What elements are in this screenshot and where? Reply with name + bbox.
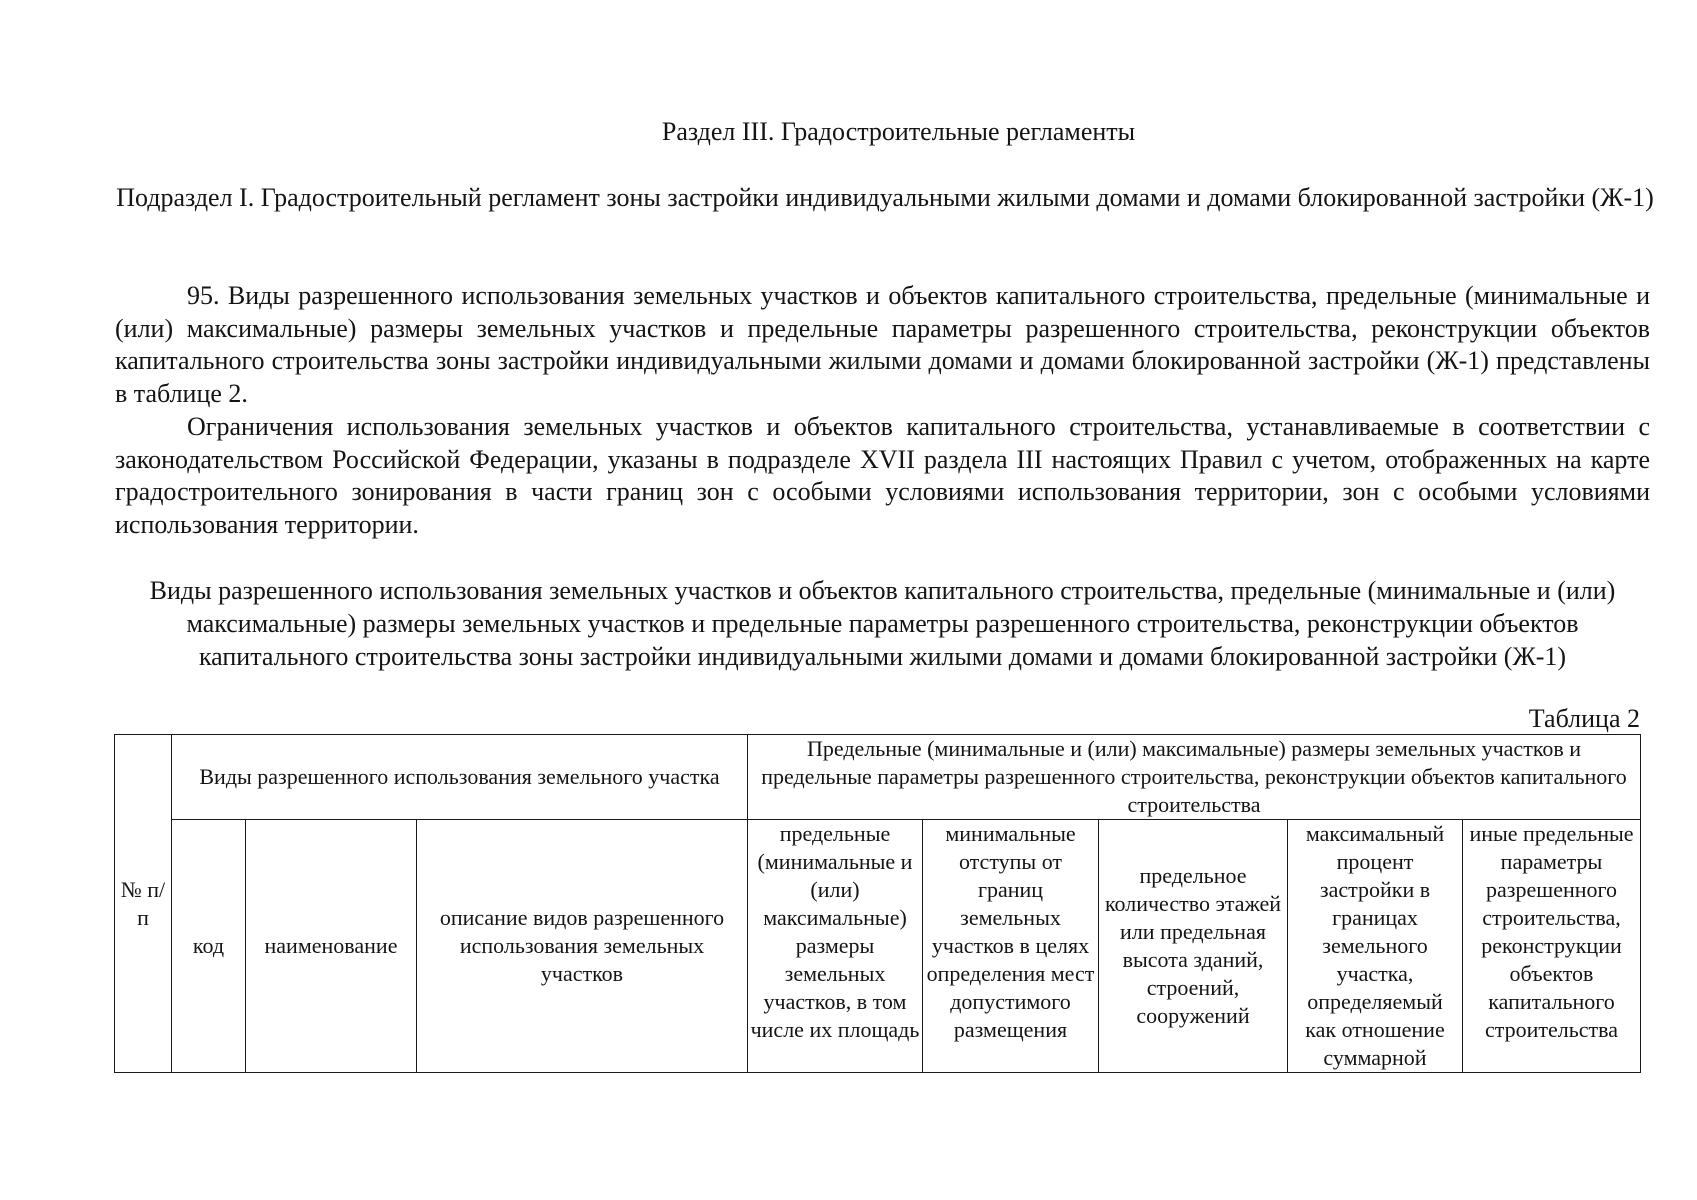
paragraph-restrictions: Ограничения использования земельных участков и объектов капитального строительства, устанавливаемые в соответствии с законодательством Российской Федерации, указаны в подразделе XVII раздела III настоящих Правил с учетом, отображенных на карте градостроительного зонирования в части границ зон с особыми условиями использования территории, зон с особыми условиями использования территории. (115, 412, 1650, 539)
header-group-usage: Виды разрешенного использования земельного участка (172, 735, 748, 820)
header-plot-size: предельные (минимальные и (или) максимальные) размеры земельных участков, в том числе их площадь (748, 820, 923, 1073)
table-header-row-2 (115, 820, 1641, 1073)
header-description: описание видов разрешенного использования земельных участков (417, 820, 748, 1073)
header-name: наименование (246, 820, 417, 1073)
header-code: код (172, 820, 246, 1073)
table-label: Таблица 2 (1528, 704, 1640, 733)
table-header-row-1 (115, 735, 1641, 820)
header-number: № п/п (115, 735, 172, 1073)
header-floors: предельное количество этажей или предельная высота зданий, строений, сооружений (1099, 820, 1288, 1073)
header-other: иные предельные параметры разрешенного строительства, реконструкции объектов капитального строительства (1463, 820, 1641, 1073)
table-caption: Виды разрешенного использования земельных участков и объектов капитального строительства, предельные (минимальные и (или) максимальные) размеры земельных участков и предельные параметры разрешенного строительства, реконструкции объектов капитального строительства зоны застройки индивидуальными жилыми домами и домами блокированной застройки (Ж-1) (149, 576, 1616, 671)
paragraph-95: 95. Виды разрешенного использования земельных участков и объектов капитального строительства, предельные (минимальные и (или) максимальные) размеры земельных участков и предельные параметры разрешенного строительства, реконструкции объектов капитального строительства зоны застройки индивидуальными жилыми домами и домами блокированной застройки (Ж-1) представлены в таблице 2. (115, 281, 1650, 408)
regulation-table (114, 734, 1641, 1073)
header-group-limits: Предельные (минимальные и (или) максимальные) размеры земельных участков и предельные параметры разрешенного строительства, реконструкции объектов капитального строительства (748, 735, 1641, 820)
header-coverage: максимальный процент застройки в границах земельного участка, определяемый как отношение суммарной (1288, 820, 1463, 1073)
subsection-title: Подраздел I. Градостроительный регламент зоны застройки индивидуальными жилыми домами и домами блокированной застройки (Ж-1) (116, 183, 1654, 212)
section-title: Раздел III. Градостроительные регламенты (661, 117, 1136, 146)
header-setbacks: минимальные отступы от границ земельных участков в целях определения мест допустимого размещения (923, 820, 1099, 1073)
